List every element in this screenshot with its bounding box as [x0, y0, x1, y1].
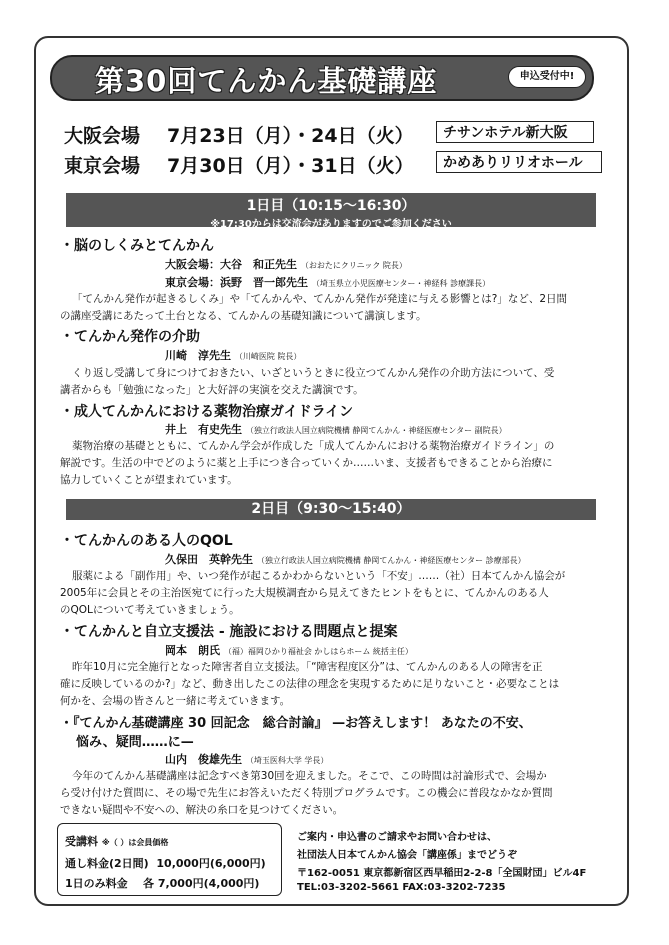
session-title: ・てんかんと自立支援法 - 施設における問題点と提案 — [60, 624, 398, 640]
session-body-line: の講座受講にあたって土台となる、てんかんの基礎知識について講演します。 — [60, 310, 427, 322]
page-title: 第30回てんかん基礎講座 — [95, 64, 438, 98]
session-body-line: ら受け付けた質問に、その場で先生にお答えいただく特別プログラムです。この機会に普段なかなか質問 — [60, 787, 553, 799]
day1-time: 1日目（10:15〜16:30） — [246, 198, 416, 214]
venue-date: 7月30日（月）・31日（火） — [167, 155, 414, 177]
session-body-line: できない疑問や不安への、解決の糸口を見つけてください。 — [60, 804, 344, 816]
session-body-line: 講者からも「勉強になった」と大好評の実演を交えた講演です。 — [60, 384, 364, 396]
session-title: ・てんかん発作の介助 — [60, 329, 200, 345]
session-body-line: 昨年10月に完全施行となった障害者自立支援法。「“障害程度区分”は、てんかんのある人の障害を正 — [72, 661, 543, 673]
session-body-line: 協力していくことが望まれています。 — [60, 474, 238, 486]
fee-row: 1日のみ料金 各 7,000円(4,000円) — [65, 877, 260, 890]
session-body-line: 今年のてんかん基礎講座は記念すべき第30回を迎えました。そこで、この時間は討論形式で、会場か — [72, 770, 547, 782]
venue-city: 東京会場 — [64, 155, 141, 177]
venue-row-tokyo — [64, 151, 583, 177]
contact-line: ご案内・申込書のご請求やお問い合わせは、 — [297, 832, 497, 843]
speaker: 山内 俊雄先生 （埼玉医科大学 学長） — [165, 753, 329, 766]
session-body-line: 「てんかん発作が起きるしくみ」や「てんかんや、てんかん発作が発達に与える影響とは?」など、2日間 — [72, 293, 568, 305]
venue-row-osaka — [64, 121, 568, 147]
session-body-line: 服薬による「副作用」や、いつ発作が起こるかわからないという「不安」……（社）日本てんかん協会が — [72, 570, 566, 582]
fee-note: ※（ ）は会員価格 — [101, 838, 169, 847]
contact-line: 社団法人日本てんかん協会「講座係」までどうぞ — [297, 850, 517, 861]
session-body-line: 2005年に会員とその主治医宛てに行った大規模調査から見えてきたヒントをもとに、てんかんのある人 — [60, 587, 549, 599]
contact-address: 〒162-0051 東京都新宿区西早稲田2-2-8「全国財団」ビル4F — [297, 868, 587, 879]
venue-hotel: かめありリリオホール — [436, 151, 602, 173]
speaker: 大阪会場：大谷 和正先生 （おおたにクリニック 院長） — [165, 258, 407, 271]
application-open-badge: 申込受付中! — [508, 66, 586, 88]
speaker: 岡本 朗氏 （福）福岡ひかり福祉会 かしはらホーム 統括主任） — [165, 644, 413, 657]
fee-row: 通し料金(2日間) 10,000円(6,000円) — [65, 857, 266, 870]
fee-label: 受講料 ※（ ）は会員価格 — [65, 835, 169, 848]
session-body-line: くり返し受講して身につけておきたい、いざというときに役立つてんかん発作の介助方法について、受 — [72, 367, 555, 379]
speaker: 東京会場：浜野 晋一郎先生 （埼玉県立小児医療センター・神経科 診療課長） — [165, 276, 491, 289]
speaker: 井上 有史先生 （独立行政法人国立病院機構 静岡てんかん・神経医療センター 副院長） — [165, 423, 507, 436]
session-body-line: 何かを、会場の皆さんと一緒に考えていきます。 — [60, 695, 291, 707]
speaker: 川崎 淳先生 （川崎医院 院長） — [165, 349, 302, 362]
session-title: ・『てんかん基礎講座 30 回記念 総合討論』 —お答えします！ あなたの不安、 — [60, 716, 532, 731]
session-title: ・脳のしくみとてんかん — [60, 238, 214, 254]
venue-hotel: チサンホテル新大阪 — [436, 121, 594, 143]
session-body-line: のQOLについて考えていきましょう。 — [60, 604, 240, 616]
session-title: ・成人てんかんにおける薬物治療ガイドライン — [60, 404, 354, 420]
session-body-line: 薬物治療の基礎とともに、てんかん学会が作成した「成人てんかんにおける薬物治療ガイドライン」の — [72, 440, 555, 452]
day2-header — [66, 499, 596, 520]
day1-note: ※17:30からは交流会がありますのでご参加ください — [210, 219, 452, 230]
session-title: ・てんかんのある人のQOL — [60, 533, 233, 549]
day1-header — [66, 193, 596, 230]
session-body-line: 解説です。生活の中でどのように薬と上手につき合っていくか……いま、支援者もできることから治療に — [60, 457, 553, 469]
session-title-continued: 悩み、疑問……に— — [76, 735, 194, 750]
venue-date: 7月23日（月）・24日（火） — [167, 125, 414, 147]
speaker: 久保田 英幹先生 （独立行政法人国立病院機構 静岡てんかん・神経医療センター 診療部長） — [165, 553, 526, 566]
session-body-line: 確に反映しているのか?」など、動き出したこの法律の理念を実現するために足りないこと・必要なことは — [60, 678, 560, 690]
venue-city: 大阪会場 — [64, 125, 141, 147]
day2-time: 2日目（9:30〜15:40） — [251, 501, 411, 517]
contact-phone: TEL:03-3202-5661 FAX:03-3202-7235 — [297, 882, 506, 893]
